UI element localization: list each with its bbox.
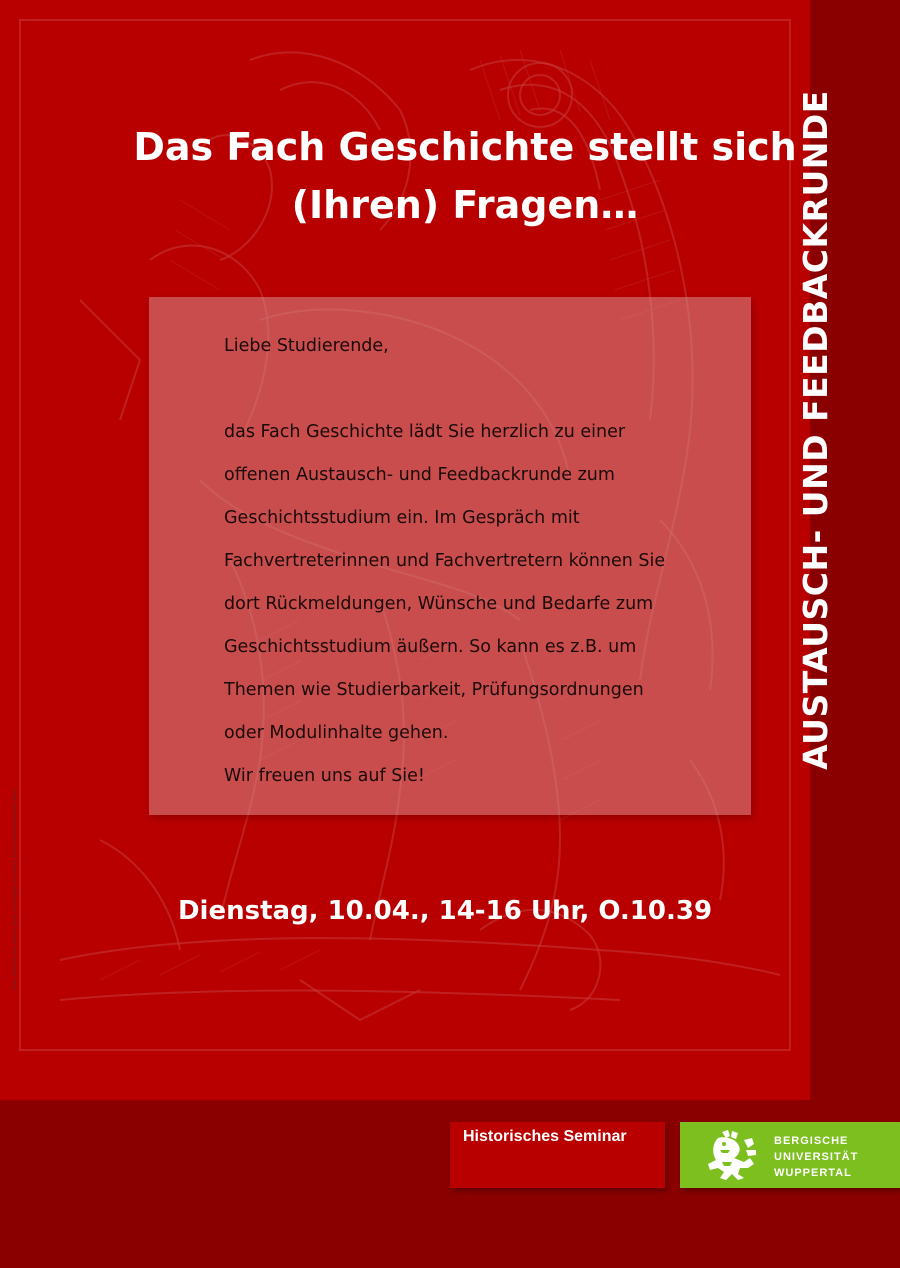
university-name-line-1: BERGISCHE [774,1135,849,1147]
invitation-letter-box [149,297,751,815]
side-title: AUSTAUSCH- UND FEEDBACKRUNDE [796,90,835,770]
lion-crest-icon [704,1128,760,1182]
headline-line-1: Das Fach Geschichte stellt sich [133,125,797,169]
university-name [774,1133,858,1181]
seminar-badge [450,1122,665,1188]
letter-greeting: Liebe Studierende, [224,336,389,356]
letter-body: das Fach Geschichte lädt Sie herzlich zu einer offenen Austausch- und Feedbackrunde zum Geschichtsstudium ein. Im Gespräch mit Fachvertreterinnen und Fachvertretern können Sie dort Rückmeldungen, Wünsche und Bedarfe zum Geschichtsstudium äußern. So kann es z.B. um Themen wie Studierbarkeit, Prüfungsordnungen oder Modulinhalte gehen. Wir freuen uns auf Sie! [224,422,666,786]
photo-credit [12,790,26,990]
university-name-line-3: WUPPERTAL [774,1167,852,1179]
headline-line-2: (Ihren) Fragen… [291,183,639,227]
headline [110,118,810,234]
photo-credit-text: Foto: Historia aus Cesare Ripa, Iconologia von 1603, Universitätsbibliothek Wien [12,789,18,990]
university-name-line-2: UNIVERSITÄT [774,1151,859,1163]
seminar-label: Historisches Seminar [463,1128,627,1145]
university-logo-box [680,1122,900,1188]
event-date-line: Dienstag, 10.04., 14-16 Uhr, O.10.39 [177,896,713,926]
invitation-letter-text [224,325,734,798]
